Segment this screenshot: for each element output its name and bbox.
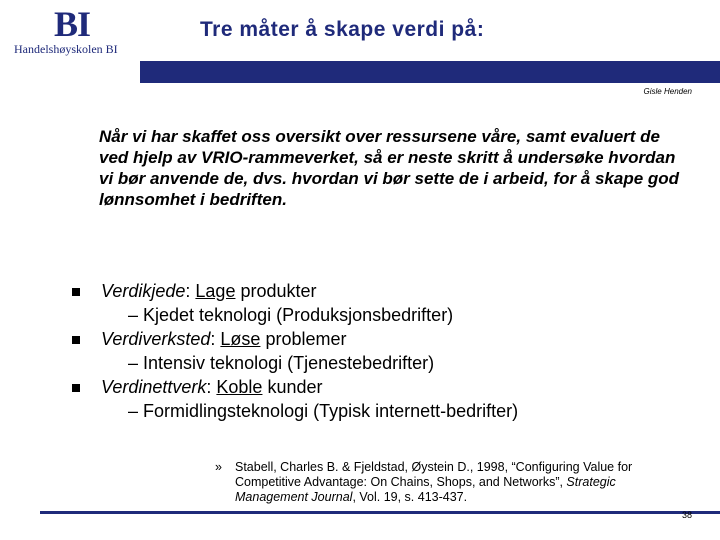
item-rest: kunder bbox=[262, 377, 323, 397]
header-band bbox=[140, 61, 720, 83]
item-term: Verdikjede bbox=[101, 281, 186, 301]
logo-mark: BI bbox=[54, 4, 91, 44]
item-subpoint: – Intensiv teknologi (Tjenestebedrifter) bbox=[128, 353, 435, 373]
item-term: Verdiverksted bbox=[101, 329, 211, 349]
intro-paragraph: Når vi har skaffet oss oversikt over ressursene våre, samt evaluert de ved hjelp av VRIO-rammeverket, så er neste skritt å undersøke hvordan vi bør anvende de, dvs. hvordan vi bør sette de i arbeid, for å skape god lønnsomhet i bedriften. bbox=[99, 127, 680, 209]
item-verb: Koble bbox=[216, 377, 263, 397]
reference-authors: Stabell, Charles B. & Fjeldstad, Øystein D., 1998, “Configuring Value for Competitive Advantage: On Chains, Shops, and Networks”, bbox=[235, 460, 633, 489]
item-subpoint: – Formidlingsteknologi (Typisk internett-bedrifter) bbox=[128, 401, 519, 421]
item-verb: Løse bbox=[220, 329, 261, 349]
page-number: 38 bbox=[681, 510, 692, 520]
bullet-list bbox=[0, 281, 720, 425]
item-separator: : bbox=[206, 377, 217, 397]
slide-title: Tre måter å skape verdi på: bbox=[200, 18, 485, 41]
logo-school-name: Handelshøyskolen BI bbox=[14, 42, 118, 56]
item-heading bbox=[101, 329, 346, 350]
list-item bbox=[0, 377, 720, 425]
item-separator: : bbox=[210, 329, 221, 349]
bullet-square-icon bbox=[72, 336, 80, 344]
item-term: Verdinettverk bbox=[101, 377, 207, 397]
item-rest: problemer bbox=[260, 329, 347, 349]
bullet-square-icon bbox=[72, 384, 80, 392]
bullet-square-icon bbox=[72, 288, 80, 296]
bi-logo bbox=[14, 6, 144, 58]
reference-journal: Strategic Management Journal bbox=[235, 475, 616, 504]
item-heading bbox=[101, 281, 317, 302]
reference-citation bbox=[215, 460, 655, 505]
item-heading bbox=[101, 377, 323, 398]
footer-line bbox=[40, 511, 720, 514]
item-subpoint: – Kjedet teknologi (Produksjonsbedrifter) bbox=[128, 305, 454, 325]
author-name: Gisle Henden bbox=[643, 87, 692, 96]
item-separator: : bbox=[185, 281, 196, 301]
reference-details: , Vol. 19, s. 413-437. bbox=[352, 490, 468, 504]
item-verb: Lage bbox=[195, 281, 236, 301]
item-rest: produkter bbox=[235, 281, 317, 301]
list-item bbox=[0, 281, 720, 329]
reference-bullet-icon: » bbox=[215, 460, 222, 474]
list-item bbox=[0, 329, 720, 377]
reference-text bbox=[235, 460, 655, 505]
